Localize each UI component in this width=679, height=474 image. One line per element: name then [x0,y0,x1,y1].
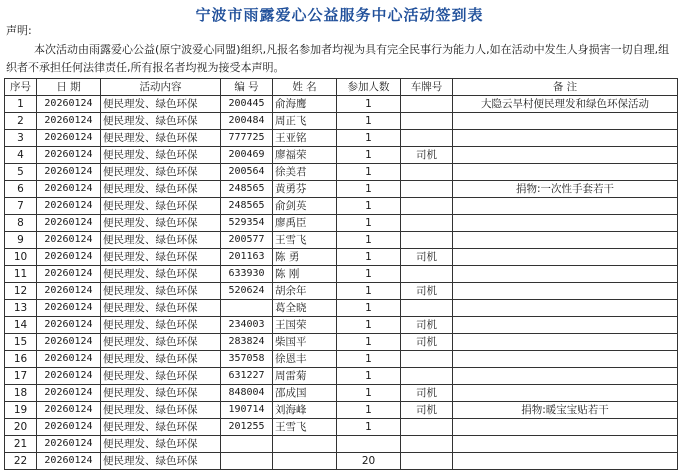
name-cell [273,453,337,470]
plate-cell [401,198,453,215]
plate-cell: 司机 [401,317,453,334]
page-title: 宁波市雨露爱心公益服务中心活动签到表 [195,6,484,24]
name-cell [273,436,337,453]
participants-cell: 1 [337,198,401,215]
plate-cell: 司机 [401,334,453,351]
table-row [5,266,678,283]
plate-cell [401,232,453,249]
date-cell: 20260124 [37,249,101,266]
remarks-cell [453,198,678,215]
table-row [5,198,678,215]
table-row [5,181,678,198]
plate-cell [401,436,453,453]
name-cell: 廖禹臣 [273,215,337,232]
index-cell: 16 [5,351,37,368]
participants-cell: 20 [337,453,401,470]
id-cell: 848004 [221,385,273,402]
participants-cell [337,436,401,453]
name-cell: 刘海峰 [273,402,337,419]
id-cell [221,453,273,470]
id-cell: 200445 [221,96,273,113]
activity-cell: 便民理发、绿色环保 [101,249,221,266]
table-row [5,385,678,402]
date-cell: 20260124 [37,113,101,130]
activity-cell: 便民理发、绿色环保 [101,402,221,419]
name-cell: 王亚铭 [273,130,337,147]
id-cell: 283824 [221,334,273,351]
table-row [5,300,678,317]
name-cell: 俞剑英 [273,198,337,215]
participants-cell: 1 [337,147,401,164]
participants-cell: 1 [337,113,401,130]
id-cell: 201255 [221,419,273,436]
index-cell: 3 [5,130,37,147]
activity-cell: 便民理发、绿色环保 [101,266,221,283]
activity-cell: 便民理发、绿色环保 [101,334,221,351]
remarks-cell [453,334,678,351]
index-cell: 20 [5,419,37,436]
index-cell: 2 [5,113,37,130]
participants-cell: 1 [337,249,401,266]
participants-cell: 1 [337,266,401,283]
remarks-cell [453,130,678,147]
index-cell: 18 [5,385,37,402]
index-cell: 14 [5,317,37,334]
header-remarks: 备 注 [453,79,678,96]
date-cell: 20260124 [37,232,101,249]
remarks-cell [453,113,678,130]
id-cell: 200577 [221,232,273,249]
activity-cell: 便民理发、绿色环保 [101,96,221,113]
id-cell: 520624 [221,283,273,300]
plate-cell [401,96,453,113]
table-row [5,232,678,249]
remarks-cell [453,300,678,317]
plate-cell [401,266,453,283]
id-cell: 633930 [221,266,273,283]
plate-cell [401,164,453,181]
remarks-cell [453,147,678,164]
date-cell: 20260124 [37,317,101,334]
remarks-cell [453,385,678,402]
activity-cell: 便民理发、绿色环保 [101,147,221,164]
table-row [5,351,678,368]
remarks-cell [453,351,678,368]
remarks-cell [453,215,678,232]
id-cell: 529354 [221,215,273,232]
participants-cell: 1 [337,317,401,334]
id-cell: 777725 [221,130,273,147]
table-body [5,96,678,470]
index-cell: 15 [5,334,37,351]
participants-cell: 1 [337,334,401,351]
id-cell [221,436,273,453]
activity-cell: 便民理发、绿色环保 [101,385,221,402]
table-row [5,419,678,436]
name-cell: 邵成国 [273,385,337,402]
plate-cell: 司机 [401,402,453,419]
index-cell: 12 [5,283,37,300]
table-row [5,215,678,232]
activity-cell: 便民理发、绿色环保 [101,232,221,249]
index-cell: 13 [5,300,37,317]
index-cell: 5 [5,164,37,181]
name-cell: 徐恩丰 [273,351,337,368]
remarks-cell [453,453,678,470]
date-cell: 20260124 [37,419,101,436]
participants-cell: 1 [337,385,401,402]
plate-cell [401,300,453,317]
participants-cell: 1 [337,96,401,113]
remarks-cell [453,419,678,436]
index-cell: 8 [5,215,37,232]
header-id: 编 号 [221,79,273,96]
statement-text: 本次活动由雨露爱心公益(原宁波爱心同盟)组织,凡报名参加者均视为具有完全民事行为能力人,如在活动中发生人身损害一切自理,组织者不承担任何法律责任,所有报名者均视为接受本声明。 [6,43,670,74]
name-cell: 周正飞 [273,113,337,130]
participants-cell: 1 [337,368,401,385]
activity-cell: 便民理发、绿色环保 [101,130,221,147]
remarks-cell: 大隐云旱村便民理发和绿色环保活动 [453,96,678,113]
date-cell: 20260124 [37,147,101,164]
index-cell: 22 [5,453,37,470]
remarks-cell: 捐物:暖宝宝贴若干 [453,402,678,419]
name-cell: 陈 刚 [273,266,337,283]
date-cell: 20260124 [37,402,101,419]
header-plate: 车牌号 [401,79,453,96]
index-cell: 1 [5,96,37,113]
date-cell: 20260124 [37,164,101,181]
activity-cell: 便民理发、绿色环保 [101,113,221,130]
table-row [5,147,678,164]
date-cell: 20260124 [37,181,101,198]
participants-cell: 1 [337,419,401,436]
name-cell: 柴国平 [273,334,337,351]
table-row [5,368,678,385]
id-cell: 248565 [221,181,273,198]
activity-cell: 便民理发、绿色环保 [101,215,221,232]
name-cell: 陈 勇 [273,249,337,266]
table-row [5,402,678,419]
activity-cell: 便民理发、绿色环保 [101,317,221,334]
date-cell: 20260124 [37,436,101,453]
name-cell: 周雷菊 [273,368,337,385]
participants-cell: 1 [337,181,401,198]
id-cell [221,300,273,317]
header-participants: 参加人数 [337,79,401,96]
date-cell: 20260124 [37,266,101,283]
name-cell: 王雪飞 [273,419,337,436]
name-cell: 王国荣 [273,317,337,334]
table-row [5,113,678,130]
activity-cell: 便民理发、绿色环保 [101,419,221,436]
table-row [5,164,678,181]
table-row [5,453,678,470]
date-cell: 20260124 [37,283,101,300]
plate-cell [401,351,453,368]
table-row [5,436,678,453]
activity-cell: 便民理发、绿色环保 [101,164,221,181]
table-row [5,130,678,147]
date-cell: 20260124 [37,368,101,385]
participants-cell: 1 [337,283,401,300]
remarks-cell: 捐物:一次性手套若干 [453,181,678,198]
plate-cell [401,181,453,198]
name-cell: 徐美君 [273,164,337,181]
table-row [5,334,678,351]
remarks-cell [453,283,678,300]
date-cell: 20260124 [37,215,101,232]
sign-in-table [4,78,678,470]
name-cell: 葛全晓 [273,300,337,317]
plate-cell: 司机 [401,283,453,300]
date-cell: 20260124 [37,385,101,402]
id-cell: 190714 [221,402,273,419]
remarks-cell [453,164,678,181]
header-activity: 活动内容 [101,79,221,96]
index-cell: 21 [5,436,37,453]
participants-cell: 1 [337,402,401,419]
id-cell: 357058 [221,351,273,368]
header-date: 日 期 [37,79,101,96]
remarks-cell [453,266,678,283]
index-cell: 9 [5,232,37,249]
date-cell: 20260124 [37,351,101,368]
table-row [5,317,678,334]
name-cell: 胡余年 [273,283,337,300]
remarks-cell [453,249,678,266]
date-cell: 20260124 [37,130,101,147]
index-cell: 6 [5,181,37,198]
plate-cell: 司机 [401,385,453,402]
participants-cell: 1 [337,164,401,181]
index-cell: 19 [5,402,37,419]
plate-cell [401,419,453,436]
remarks-cell [453,317,678,334]
table-header-row [5,79,678,96]
id-cell: 200484 [221,113,273,130]
table-row [5,249,678,266]
remarks-cell [453,368,678,385]
participants-cell: 1 [337,215,401,232]
plate-cell [401,113,453,130]
date-cell: 20260124 [37,198,101,215]
plate-cell: 司机 [401,147,453,164]
index-cell: 10 [5,249,37,266]
table-row [5,96,678,113]
name-cell: 王雪飞 [273,232,337,249]
participants-cell: 1 [337,130,401,147]
name-cell: 廖福荣 [273,147,337,164]
index-cell: 17 [5,368,37,385]
id-cell: 201163 [221,249,273,266]
date-cell: 20260124 [37,334,101,351]
id-cell: 200564 [221,164,273,181]
activity-cell: 便民理发、绿色环保 [101,181,221,198]
remarks-cell [453,232,678,249]
index-cell: 7 [5,198,37,215]
name-cell: 黄勇芬 [273,181,337,198]
statement-label: 声明: [6,24,32,37]
plate-cell: 司机 [401,249,453,266]
remarks-cell [453,436,678,453]
date-cell: 20260124 [37,300,101,317]
participants-cell: 1 [337,232,401,249]
name-cell: 俞海鹰 [273,96,337,113]
date-cell: 20260124 [37,96,101,113]
plate-cell [401,130,453,147]
activity-cell: 便民理发、绿色环保 [101,198,221,215]
plate-cell [401,368,453,385]
participants-cell: 1 [337,300,401,317]
index-cell: 11 [5,266,37,283]
table-row [5,283,678,300]
activity-cell: 便民理发、绿色环保 [101,300,221,317]
id-cell: 248565 [221,198,273,215]
id-cell: 631227 [221,368,273,385]
participants-cell: 1 [337,351,401,368]
plate-cell [401,453,453,470]
plate-cell [401,215,453,232]
activity-cell: 便民理发、绿色环保 [101,283,221,300]
activity-cell: 便民理发、绿色环保 [101,436,221,453]
activity-cell: 便民理发、绿色环保 [101,453,221,470]
id-cell: 200469 [221,147,273,164]
header-index: 序号 [5,79,37,96]
activity-cell: 便民理发、绿色环保 [101,368,221,385]
activity-cell: 便民理发、绿色环保 [101,351,221,368]
index-cell: 4 [5,147,37,164]
id-cell: 234003 [221,317,273,334]
date-cell: 20260124 [37,453,101,470]
header-name: 姓 名 [273,79,337,96]
